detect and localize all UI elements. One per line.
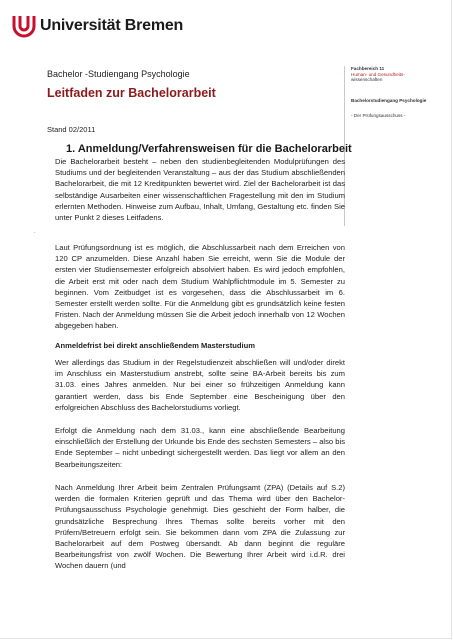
sidebar-department-sub-1: Human- und Gesundheits- [351,71,405,77]
course-name: Bachelor -Studiengang Psychologie [47,69,190,79]
university-logo-text: Universität Bremen [40,17,184,34]
paragraph-master-deadline: Wer allerdings das Studium in der Regelstudienzeit abschließen will und/oder direkt im Anschluss ein Masterstudium anstrebt, sollte seine BA-Arbeit bereits bis zum 31.03. eines Jahres anmelden. Nur bei einer so frühzeitigen Anmeldung kann garantiert werden, dass bis Ende September eine Bescheinigung über den erfolgreichen Abschluss des Bachelorstudiums vorliegt. [55,358,345,412]
paragraph-processing: Nach Anmeldung Ihrer Arbeit beim Zentralen Prüfungsamt (ZPA) (Details auf S.2) werden die formalen Kriterien geprüft und das Thema wird über den Bachelor-Prüfungsausschuss Psychologie genehmigt. Dies geschieht der Form halber, die grundsätzliche Besprechung Ihres Themas sollte bereits vorher mit den Prüfern/Betreuern erfolgt sein. Sie bekommen dann vom ZPA die Zulassung zur Bachelorarbeit auf dem Postweg übersandt. Ab dann beginnt die reguläre Bearbeitungsfrist von zwölf Wochen. Die Bewertung Ihrer Arbeit wird i.d.R. drei Wochen dauern (und [55,483,345,571]
document-title: Leitfaden zur Bachelorarbeit [47,86,216,100]
sidebar-department-sub-2: wissenschaften [351,77,383,83]
sidebar-program: Bachelorstudiengang Psychologie [351,97,427,103]
section-heading: 1. Anmeldung/Verfahrensweisen für die Bachelorarbeit [66,143,352,155]
university-logo [12,14,183,38]
paragraph-intro: Die Bachelorarbeit besteht – neben den studienbegleitenden Modulprüfungen des Studiums und der begleitenden Veranstaltung – aus der das Studium abschließenden Bachelorarbeit, die mit 12 Kreditpunkten bewertet wird. Ziel der Bachelorarbeit ist das selbständige Ausarbeiten einer wissenschaftlichen Fragestellung mit den im Studium erlernten Methoden. Hinweise zum Aufbau, Inhalt, Umfang, Gestaltung etc. finden Sie unter Punkt 2 dieses Leitfadens. [55,157,345,223]
sidebar-info [344,66,453,226]
margin-marker: . [34,229,36,235]
document-date: Stand 02/2011 [47,125,96,134]
sidebar-committee: - Der Prüfungsausschuss - [351,113,406,119]
sidebar-department: Fachbereich 11 [351,66,385,71]
paragraph-registration: Laut Prüfungsordnung ist es möglich, die Abschlussarbeit nach dem Erreichen von 120 CP anzumelden. Diese Anzahl haben Sie erreicht, wenn Sie die Module der ersten vier Studiensemester erfolgreich absolviert haben. Es wird jedoch empfohlen, die Arbeit erst mit oder nach dem Studium Wahlpflichtmodule im 5. Semester zu beginnen. Vom Zeitbudget ist es vorgesehen, dass die Abschlussarbeit im 6. Semester erstellt werden sollte. Für die Anmeldung gibt es grundsätzlich keine festen Fristen. Nach der Anmeldung müssen Sie die Arbeit jedoch innerhalb von 12 Wochen abgegeben haben. [55,243,345,331]
subheading-master: Anmeldefrist bei direkt anschließendem Masterstudium [55,341,256,350]
paragraph-late-registration: Erfolgt die Anmeldung nach dem 31.03., kann eine abschließende Bearbeitung einschließlich der Erstellung der Urkunde bis Ende des sechsten Semesters – also bis Ende September – nicht unbedingt sichergestellt werden. Das liegt vor allem an den Bearbeitungszeiten: [55,426,345,469]
university-logo-mark-icon [12,14,36,38]
